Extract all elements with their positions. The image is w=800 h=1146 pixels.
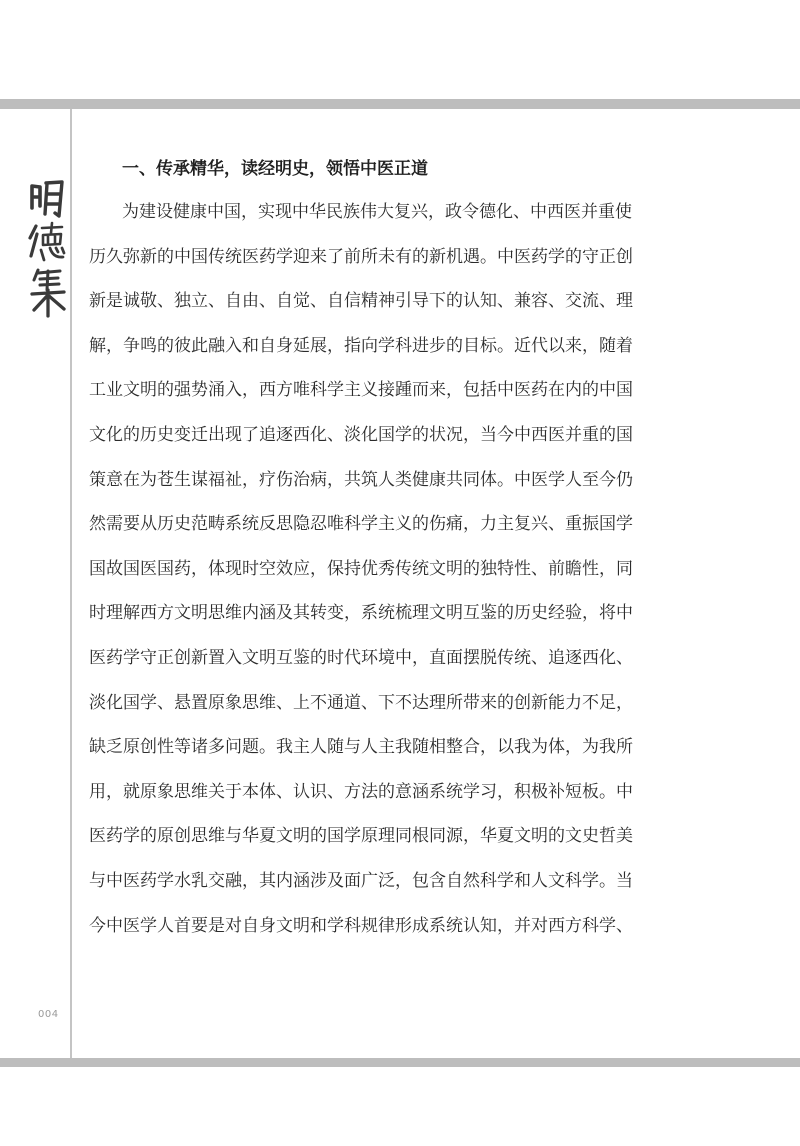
- paragraph-line: 今中医学人首要是对自身文明和学科规律形成系统认知，并对西方科学、: [89, 915, 633, 936]
- bottom-border-band: [0, 1058, 800, 1067]
- book-title-calligraphy-logo: [26, 178, 68, 318]
- paragraph-line: 新是诚敬、独立、自由、自觉、自信精神引导下的认知、兼容、交流、理: [89, 291, 633, 312]
- calligraphy-logo-icon: [26, 178, 68, 318]
- article-body: [89, 148, 685, 948]
- paragraph-line: 医药学的原创思维与华夏文明的国学原理同根同源，华夏文明的文史哲美: [89, 826, 633, 847]
- paragraph-line: 时理解西方文明思维内涵及其转变，系统梳理文明互鉴的历史经验，将中: [89, 603, 633, 624]
- side-vertical-rule: [70, 109, 72, 1058]
- section-heading: 一、传承精华，读经明史，领悟中医正道: [122, 159, 428, 179]
- paragraph-line: 历久弥新的中国传统医药学迎来了前所未有的新机遇。中医药学的守正创: [89, 246, 633, 267]
- paragraph-line: 为建设健康中国，实现中华民族伟大复兴，政令德化、中西医并重使: [122, 202, 632, 222]
- paragraph-line: 文化的历史变迁出现了追逐西化、淡化国学的状况，当今中西医并重的国: [89, 424, 633, 445]
- paragraph-line: 与中医药学水乳交融，其内涵涉及面广泛，包含自然科学和人文科学。当: [89, 870, 633, 891]
- page-number: 004: [38, 1009, 59, 1020]
- paragraph-line: 缺乏原创性等诸多问题。我主人随与人主我随相整合，以我为体，为我所: [89, 737, 633, 758]
- paragraph-line: 然需要从历史范畴系统反思隐忍唯科学主义的伤痛，力主复兴、重振国学: [89, 514, 633, 535]
- paragraph-line: 淡化国学、悬置原象思维、上不通道、下不达理所带来的创新能力不足，: [89, 692, 633, 713]
- paragraph-line: 医药学守正创新置入文明互鉴的时代环境中，直面摆脱传统、追逐西化、: [89, 647, 633, 668]
- paragraph-line: 解，争鸣的彼此融入和自身延展，指向学科进步的目标。近代以来，随着: [89, 335, 633, 356]
- top-border-band: [0, 99, 800, 109]
- paragraph-line: 国故国医国药，体现时空效应，保持优秀传统文明的独特性、前瞻性，同: [89, 558, 633, 579]
- paragraph-line: 用，就原象思维关于本体、认识、方法的意涵系统学习，积极补短板。中: [89, 781, 633, 802]
- paragraph-line: 策意在为苍生谋福祉，疗伤治病，共筑人类健康共同体。中医学人至今仍: [89, 469, 633, 490]
- paragraph-line: 工业文明的强势涌入，西方唯科学主义接踵而来，包括中医药在内的中国: [89, 380, 633, 401]
